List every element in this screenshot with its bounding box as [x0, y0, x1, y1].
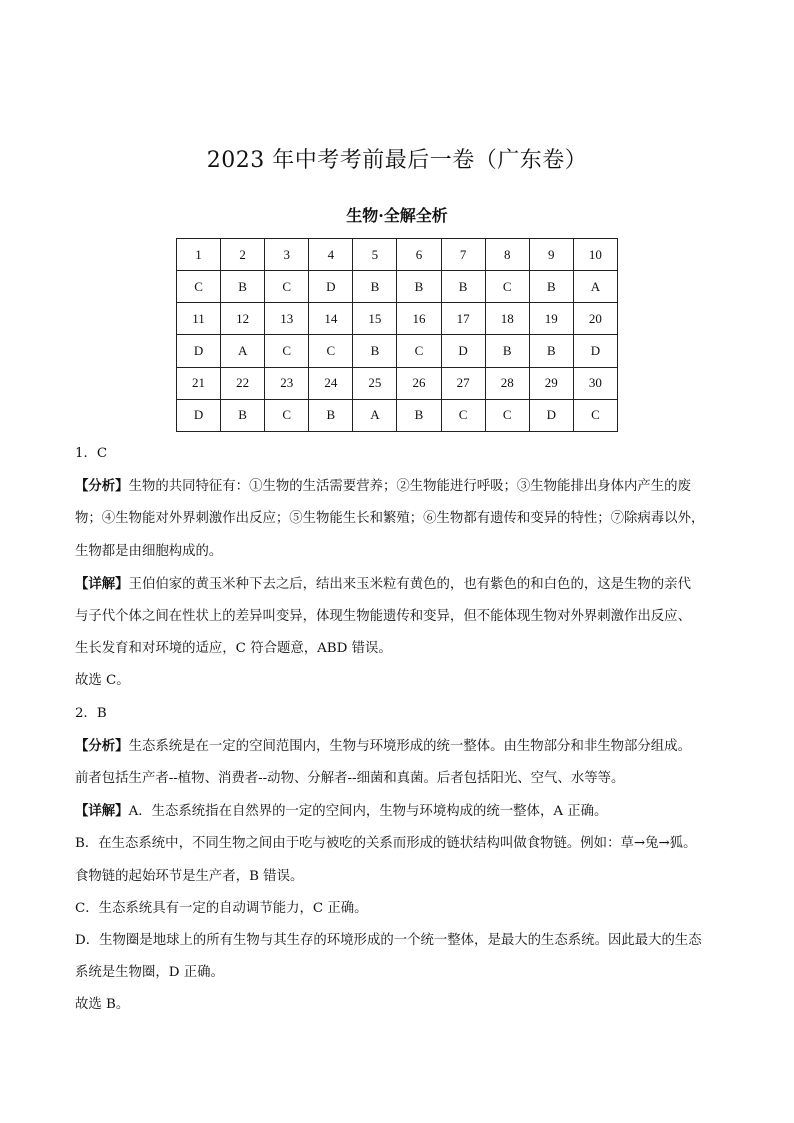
q2-detail-line: 系统是生物圈，D 正确。: [75, 965, 224, 981]
question-number-cell: 10: [573, 239, 617, 271]
answer-cell: A: [353, 399, 397, 431]
question-number-cell: 16: [397, 303, 441, 335]
q2-detail-line: 食物链的起始环节是生产者，B 错误。: [75, 868, 304, 884]
explanations: [75, 438, 725, 1022]
answer-cell: B: [397, 399, 441, 431]
answer-cell: D: [177, 399, 221, 431]
question-number-cell: 13: [265, 303, 309, 335]
question-number-cell: 4: [309, 239, 353, 271]
q1-detail-line: 生长发育和对环境的适应，C 符合题意，ABD 错误。: [75, 641, 392, 657]
answer-cell: A: [221, 335, 265, 367]
answer-cell: B: [529, 271, 573, 303]
question-number-row: [177, 303, 618, 335]
question-number-cell: 7: [441, 239, 485, 271]
question-number-cell: 26: [397, 367, 441, 399]
answer-cell: B: [221, 271, 265, 303]
analysis-text: 生物的共同特征有：①生物的生活需要营养；②生物能进行呼吸；③生物能排出身体内产生的废: [128, 479, 691, 495]
detail-text: 王伯伯家的黄玉米种下去之后，结出来玉米粒有黄色的，也有紫色的和白色的，这是生物的亲代: [128, 576, 691, 592]
answer-cell: B: [309, 399, 353, 431]
question-number-cell: 15: [353, 303, 397, 335]
answer-cell: C: [265, 399, 309, 431]
answer-cell: D: [441, 335, 485, 367]
question-number-cell: 2: [221, 239, 265, 271]
answer-cell: C: [265, 271, 309, 303]
answer-cell: B: [485, 335, 529, 367]
answer-cell: C: [485, 271, 529, 303]
answer-cell: D: [177, 335, 221, 367]
page-title: 2023 年中考考前最后一卷（广东卷）: [206, 148, 588, 173]
analysis-text: 生态系统是在一定的空间范围内，生物与环境形成的统一整体。由生物部分和非生物部分组成。: [128, 738, 691, 754]
q2-conclusion: 故选 B。: [75, 997, 130, 1013]
answer-cell: D: [309, 271, 353, 303]
answer-cell: C: [441, 399, 485, 431]
question-number-cell: 28: [485, 367, 529, 399]
answer-cell: C: [177, 271, 221, 303]
q2-detail-line: D．生物圈是地球上的所有生物与其生存的环境形成的一个统一整体，是最大的生态系统。因此最大的生态: [75, 933, 702, 949]
question-number-cell: 5: [353, 239, 397, 271]
answer-cell: C: [265, 335, 309, 367]
question-number-cell: 19: [529, 303, 573, 335]
analysis-tag: 【分析】: [75, 478, 129, 495]
question-number-cell: 18: [485, 303, 529, 335]
question-number-cell: 22: [221, 367, 265, 399]
q1-detail-line: 与子代个体之间在性状上的差异叫变异，体现生物能遗传和变异，但不能体现生物对外界刺激作出反应、: [75, 609, 691, 625]
question-number-cell: 17: [441, 303, 485, 335]
answer-row: [177, 399, 618, 431]
q2-heading: 2．B: [75, 705, 107, 721]
answer-cell: D: [573, 335, 617, 367]
question-number-cell: 30: [573, 367, 617, 399]
question-number-cell: 23: [265, 367, 309, 399]
question-number-cell: 11: [177, 303, 221, 335]
answer-cell: B: [397, 271, 441, 303]
question-number-cell: 21: [177, 367, 221, 399]
detail-text: A．生态系统指在自然界的一定的空间内，生物与环境构成的统一整体，A 正确。: [128, 804, 608, 820]
answer-row: [177, 335, 618, 367]
answer-table: [176, 238, 618, 432]
detail-tag: 【详解】: [75, 803, 129, 820]
question-number-cell: 6: [397, 239, 441, 271]
question-number-cell: 25: [353, 367, 397, 399]
answer-cell: C: [485, 399, 529, 431]
q2-detail-line: [75, 795, 725, 828]
question-number-cell: 27: [441, 367, 485, 399]
q1-detail-line: [75, 568, 725, 601]
answer-cell: C: [573, 399, 617, 431]
question-number-cell: 1: [177, 239, 221, 271]
question-number-row: [177, 367, 618, 399]
q2-analysis-line: 前者包括生产者--植物、消费者--动物、分解者--细菌和真菌。后者包括阳光、空气、水等等。: [75, 771, 625, 787]
answer-cell: A: [573, 271, 617, 303]
q2-detail-line: B．在生态系统中，不同生物之间由于吃与被吃的关系而形成的链状结构叫做食物链。例如：草→兔→狐。: [75, 836, 697, 852]
q1-analysis-line: 生物都是由细胞构成的。: [75, 543, 223, 559]
q2-detail-line: C．生态系统具有一定的自动调节能力，C 正确。: [75, 900, 368, 916]
question-number-cell: 24: [309, 367, 353, 399]
question-number-cell: 20: [573, 303, 617, 335]
answer-cell: B: [353, 271, 397, 303]
answer-row: [177, 271, 618, 303]
answer-cell: B: [353, 335, 397, 367]
answer-cell: B: [221, 399, 265, 431]
q1-analysis-line: [75, 470, 725, 503]
question-number-cell: 12: [221, 303, 265, 335]
answer-cell: D: [529, 399, 573, 431]
q1-heading: 1．C: [75, 446, 108, 461]
question-number-cell: 9: [529, 239, 573, 271]
question-number-cell: 14: [309, 303, 353, 335]
q1-conclusion: 故选 C。: [75, 673, 130, 689]
page-subtitle: 生物·全解全析: [346, 206, 448, 225]
question-number-cell: 29: [529, 367, 573, 399]
answer-cell: C: [397, 335, 441, 367]
question-number-cell: 8: [485, 239, 529, 271]
question-number-row: [177, 239, 618, 271]
q2-analysis-line: [75, 730, 725, 763]
analysis-tag: 【分析】: [75, 737, 129, 754]
answer-cell: B: [529, 335, 573, 367]
q1-analysis-line: 物；④生物能对外界刺激作出反应；⑤生物能生长和繁殖；⑥生物都有遗传和变异的特性；⑦除病毒以外，: [75, 511, 705, 527]
answer-cell: B: [441, 271, 485, 303]
answer-cell: C: [309, 335, 353, 367]
question-number-cell: 3: [265, 239, 309, 271]
detail-tag: 【详解】: [75, 575, 129, 592]
